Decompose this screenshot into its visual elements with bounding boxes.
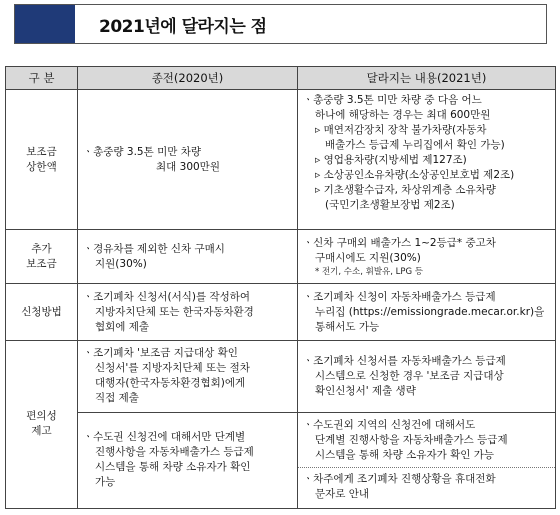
- after-convenience-2: ㆍ수도권외 지역의 신청건에 대해서도 단계별 진행사항을 자동차배출가스 등급제 시스템을 통해 차량 소유자가 확인 가능 ㆍ차주에게 조기폐차 진행상황을 휴대전화 문자로 안내: [298, 412, 556, 508]
- table-row-additional: [6, 230, 556, 284]
- after-apply: ㆍ조기폐차 신청이 자동차배출가스 등급제 누리집 (https://emissiongrade.mecar.or.kr)을 통해서도 가능: [298, 284, 556, 340]
- before-subsidy: ㆍ총중량 3.5톤 미만 차량 최대 300만원: [78, 90, 298, 230]
- category-subsidy: 보조금 상한액: [6, 90, 78, 230]
- after-convenience-1: ㆍ조기폐차 신청서를 자동차배출가스 등급제 시스템으로 신청한 경우 '보조금 지급대상 확인신청서' 제출 생략: [298, 340, 556, 412]
- header-row: [6, 67, 556, 90]
- before-apply: ㆍ조기폐차 신청서(서식)를 작성하여 지방자치단체 또는 한국자동차환경 협회에 제출: [78, 284, 298, 340]
- before-convenience-2: ㆍ수도권 신청건에 대해서만 단계별 진행사항을 자동차배출가스 등급제 시스템을 통해 차량 소유자가 확인 가능: [78, 412, 298, 508]
- category-additional: 추가 보조금: [6, 230, 78, 284]
- table-row-convenience-2: [6, 412, 556, 508]
- header-before: 종전(2020년): [78, 67, 298, 90]
- page-title: 2021년에 달라지는 점: [99, 17, 267, 37]
- header-category: 구 분: [6, 67, 78, 90]
- category-apply: 신청방법: [6, 284, 78, 340]
- after-additional: ㆍ신차 구매외 배출가스 1~2등급* 중고차 구매시에도 지원(30%) * 전기, 수소, 휘발유, LPG 등: [298, 230, 556, 284]
- table-row-subsidy: [6, 90, 556, 230]
- title-color-block: [15, 5, 75, 43]
- table-row-apply: [6, 284, 556, 340]
- before-additional: ㆍ경유차를 제외한 신차 구매시 지원(30%): [78, 230, 298, 284]
- cell-divider: [298, 467, 555, 468]
- comparison-table: [5, 66, 556, 509]
- before-convenience-1: ㆍ조기폐차 '보조금 지급대상 확인 신청서'를 지방자치단체 또는 절차 대행자(한국자동차환경협회)에게 직접 제출: [78, 340, 298, 412]
- header-after: 달라지는 내용(2021년): [298, 67, 556, 90]
- title-box: [14, 4, 547, 44]
- table-row-convenience-1: [6, 340, 556, 412]
- category-convenience: 편의성 제고: [6, 340, 78, 508]
- after-subsidy: ㆍ총중량 3.5톤 미만 차량 중 다음 어느 하나에 해당하는 경우는 최대 600만원 ▹ 매연저감장치 장착 불가차량(자동차 배출가스 등급제 누리집에서 확인 가능) ▹ 영업용차량(지방세법 제127조) ▹ 소상공인소유차량(소상공인보호법 제2조) ▹ 기초생활수급자, 차상위계층 소유차량 (국민기초생활보장법 제2조): [298, 90, 556, 230]
